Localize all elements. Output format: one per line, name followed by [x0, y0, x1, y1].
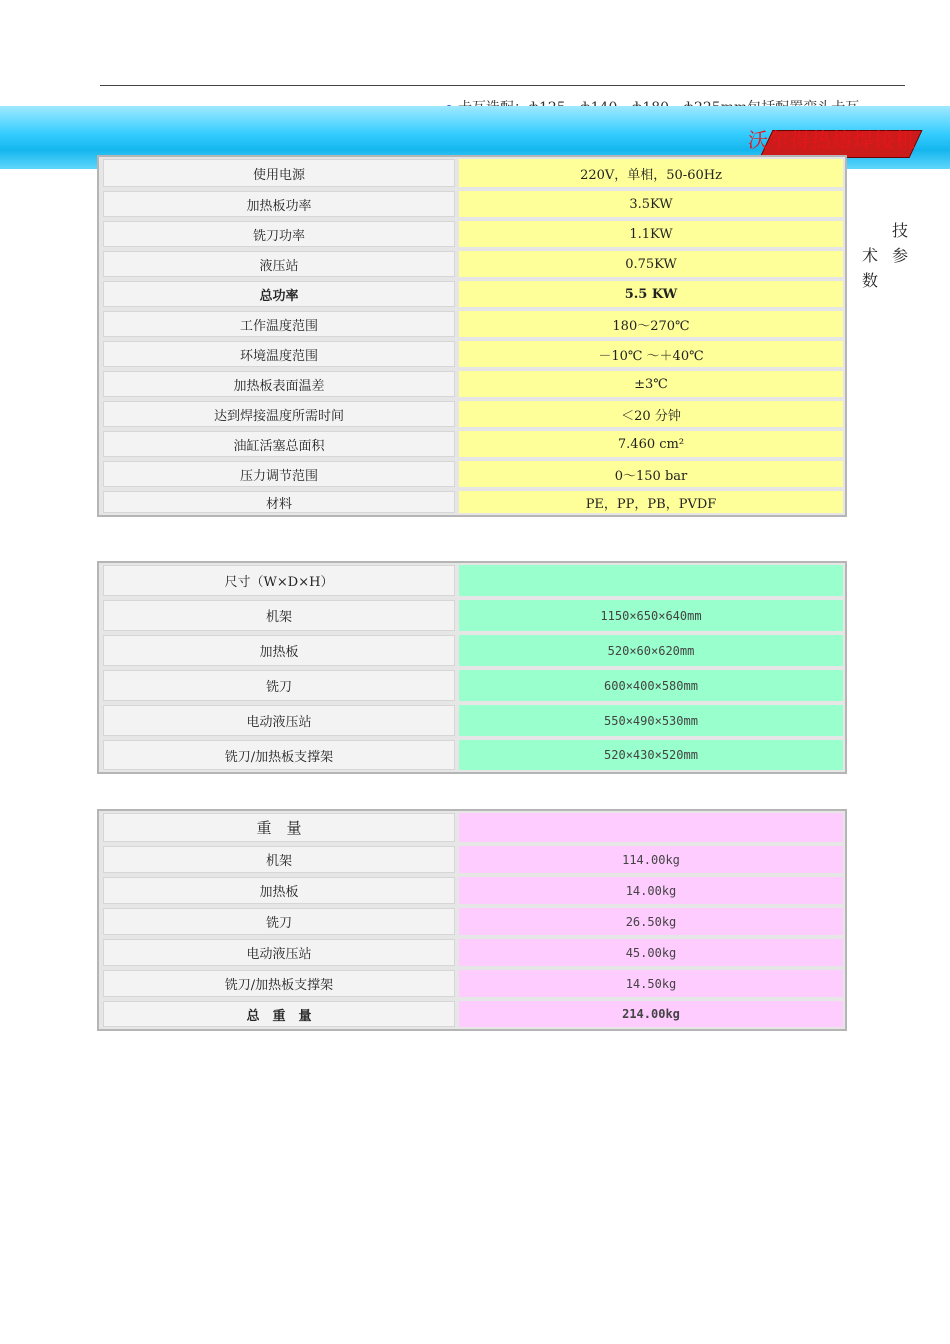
table-row — [99, 459, 845, 489]
row-value: 220V，单相，50-60Hz — [459, 159, 843, 187]
row-value: 114.00kg — [459, 846, 843, 873]
table-header-row — [99, 811, 845, 844]
row-label: 机架 — [103, 600, 455, 631]
row-label: 铣刀 — [103, 670, 455, 701]
row-label: 达到焊接温度所需时间 — [103, 401, 455, 427]
row-value: 600×400×580mm — [459, 670, 843, 701]
table-row — [99, 968, 845, 999]
table-row — [99, 189, 845, 219]
table-row — [99, 309, 845, 339]
size-header-value — [459, 565, 843, 596]
row-label: 加热板 — [103, 635, 455, 666]
row-label: 工作温度范围 — [103, 311, 455, 337]
row-value: 26.50kg — [459, 908, 843, 935]
row-label: 油缸活塞总面积 — [103, 431, 455, 457]
table-row — [99, 937, 845, 968]
table-row — [99, 249, 845, 279]
row-value: 520×60×620mm — [459, 635, 843, 666]
row-value: ＜20 分钟 — [459, 401, 843, 427]
row-label: 电动液压站 — [103, 939, 455, 966]
table-row — [99, 633, 845, 668]
row-value: －10℃ ～＋40℃ — [459, 341, 843, 367]
row-label: 机架 — [103, 846, 455, 873]
row-label: 总 重 量 — [103, 1001, 455, 1027]
row-value: 0～150 bar — [459, 461, 843, 487]
tech-params-table — [97, 155, 847, 517]
row-label: 总功率 — [103, 281, 455, 307]
row-label: 铣刀功率 — [103, 221, 455, 247]
table-row — [99, 369, 845, 399]
side-label-line-3: 数 — [862, 271, 879, 290]
side-label-line-2: 术 参 — [862, 246, 908, 265]
table-row — [99, 999, 845, 1029]
row-value: 14.50kg — [459, 970, 843, 997]
row-value: 520×430×520mm — [459, 740, 843, 770]
table-row — [99, 157, 845, 189]
table-row — [99, 738, 845, 772]
row-label: 铣刀/加热板支撑架 — [103, 970, 455, 997]
size-header-label: 尺寸（W×D×H） — [103, 565, 455, 596]
row-label: 材料 — [103, 491, 455, 513]
table-row — [99, 429, 845, 459]
row-label: 液压站 — [103, 251, 455, 277]
row-value: 14.00kg — [459, 877, 843, 904]
table-row — [99, 339, 845, 369]
row-label: 加热板功率 — [103, 191, 455, 217]
row-value: 214.00kg — [459, 1001, 843, 1027]
brand-logo — [748, 124, 928, 158]
row-value: 1.1KW — [459, 221, 843, 247]
row-value: 1150×650×640mm — [459, 600, 843, 631]
row-label: 铣刀/加热板支撑架 — [103, 740, 455, 770]
table-row — [99, 668, 845, 703]
row-value: 5.5 KW — [459, 281, 843, 307]
row-label: 压力调节范围 — [103, 461, 455, 487]
table-row — [99, 906, 845, 937]
table-row — [99, 219, 845, 249]
row-value: 0.75KW — [459, 251, 843, 277]
table-header-row — [99, 563, 845, 598]
table-row — [99, 399, 845, 429]
header-rule — [100, 85, 905, 86]
row-value: 3.5KW — [459, 191, 843, 217]
side-label-line-1: 技 — [891, 221, 908, 240]
table-row — [99, 875, 845, 906]
row-value: 45.00kg — [459, 939, 843, 966]
weight-table — [97, 809, 847, 1031]
row-value: 7.460 cm² — [459, 431, 843, 457]
row-value: PE，PP，PB，PVDF — [459, 491, 843, 513]
logo-text: 沃尔得热熔焊接机 — [748, 128, 916, 152]
row-label: 加热板表面温差 — [103, 371, 455, 397]
weight-header-label: 重 量 — [103, 813, 455, 842]
row-label: 铣刀 — [103, 908, 455, 935]
size-table — [97, 561, 847, 774]
row-label: 电动液压站 — [103, 705, 455, 736]
table-row — [99, 844, 845, 875]
side-label-tech-params — [862, 218, 908, 293]
row-label: 使用电源 — [103, 159, 455, 187]
row-value: ±3℃ — [459, 371, 843, 397]
row-value: 550×490×530mm — [459, 705, 843, 736]
row-value: 180～270℃ — [459, 311, 843, 337]
row-label: 环境温度范围 — [103, 341, 455, 367]
table-row — [99, 489, 845, 515]
table-row — [99, 598, 845, 633]
weight-header-value — [459, 813, 843, 842]
table-row — [99, 279, 845, 309]
table-row — [99, 703, 845, 738]
row-label: 加热板 — [103, 877, 455, 904]
